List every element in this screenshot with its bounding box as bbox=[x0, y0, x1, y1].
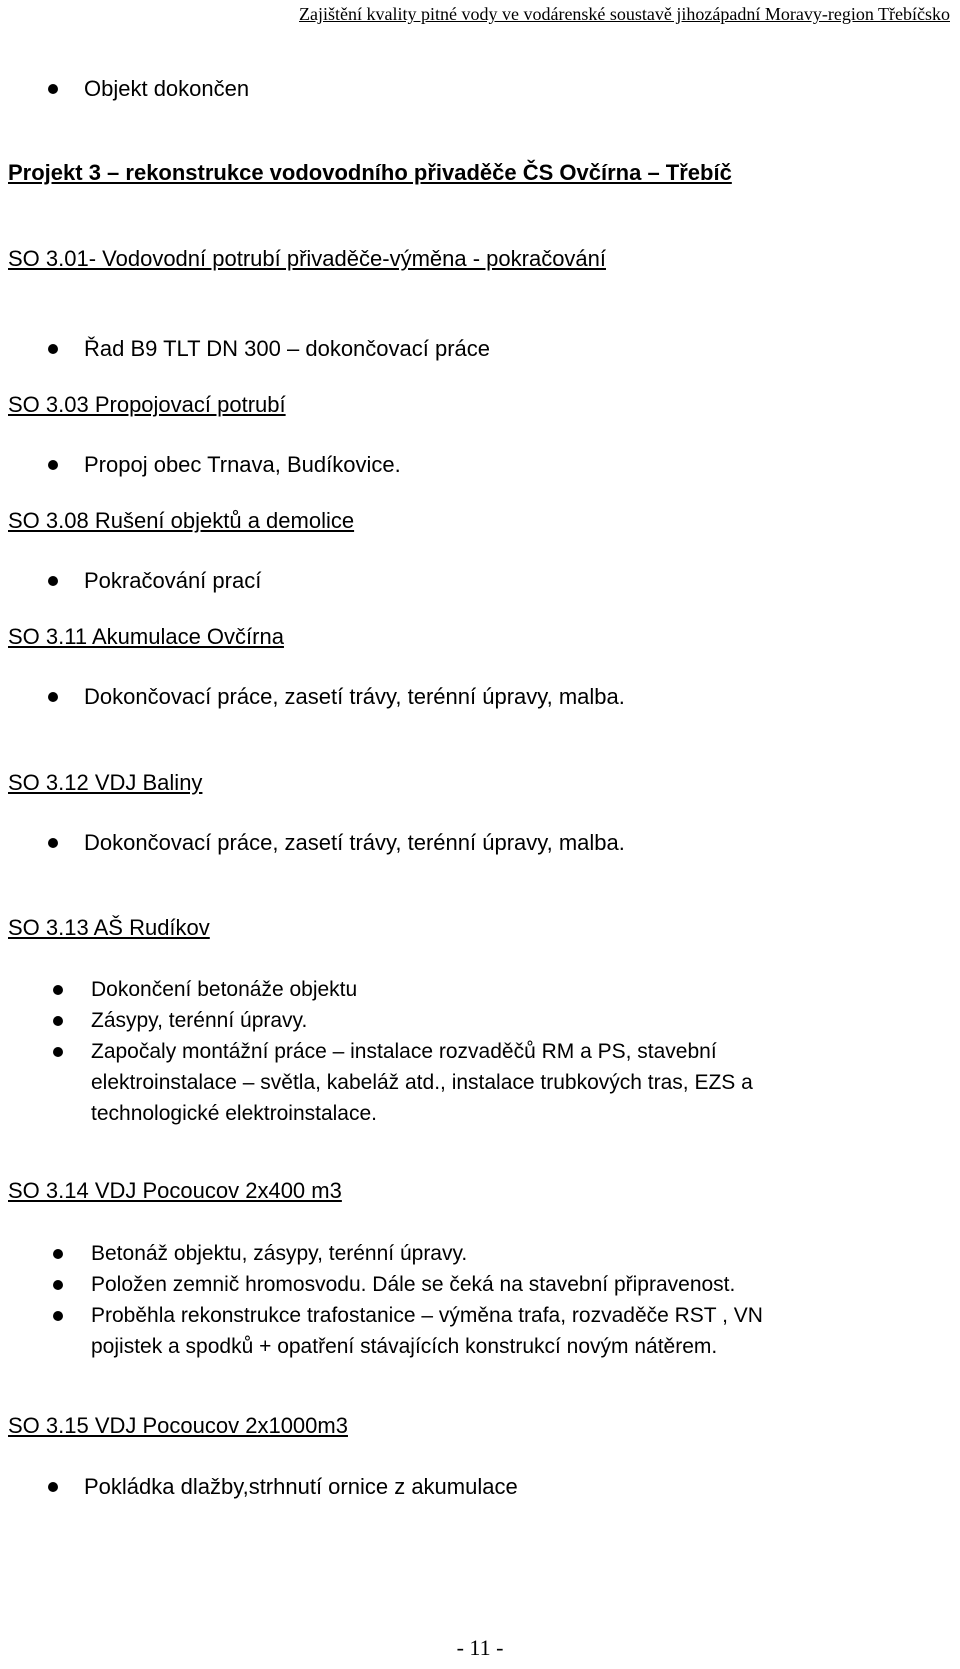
section-heading: SO 3.13 AŠ Rudíkov bbox=[8, 915, 210, 940]
section-heading: SO 3.11 Akumulace Ovčírna bbox=[8, 624, 284, 649]
project-title: Projekt 3 – rekonstrukce vodovodního přivaděče ČS Ovčírna – Třebíč bbox=[8, 160, 732, 185]
bullet-icon bbox=[53, 1311, 63, 1321]
section-heading: SO 3.03 Propojovací potrubí bbox=[8, 392, 286, 417]
bullet-icon bbox=[48, 344, 58, 354]
bullet-icon bbox=[48, 84, 58, 94]
bullet-icon bbox=[48, 576, 58, 586]
section-heading: SO 3.15 VDJ Pocoucov 2x1000m3 bbox=[8, 1413, 348, 1438]
bullet-icon bbox=[48, 460, 58, 470]
section-heading: SO 3.14 VDJ Pocoucov 2x400 m3 bbox=[8, 1178, 342, 1203]
bullet-icon bbox=[53, 1016, 63, 1026]
section-heading: SO 3.01- Vodovodní potrubí přivaděče-výměna - pokračování bbox=[8, 246, 607, 271]
section-heading: SO 3.12 VDJ Baliny bbox=[8, 770, 203, 795]
bullet-icon bbox=[53, 985, 63, 995]
bullet-icon bbox=[53, 1280, 63, 1290]
bullet-icon bbox=[48, 1482, 58, 1492]
section-heading: SO 3.08 Rušení objektů a demolice bbox=[8, 508, 355, 533]
bullet-icon bbox=[53, 1047, 63, 1057]
bullet-icon bbox=[48, 838, 58, 848]
running-header: Zajištění kvality pitné vody ve vodárenské soustavě jihozápadní Moravy-region Třebíčsko bbox=[299, 4, 950, 24]
page-number: - 11 - bbox=[456, 1635, 504, 1660]
bullet-icon bbox=[53, 1249, 63, 1259]
bullet-icon bbox=[48, 692, 58, 702]
